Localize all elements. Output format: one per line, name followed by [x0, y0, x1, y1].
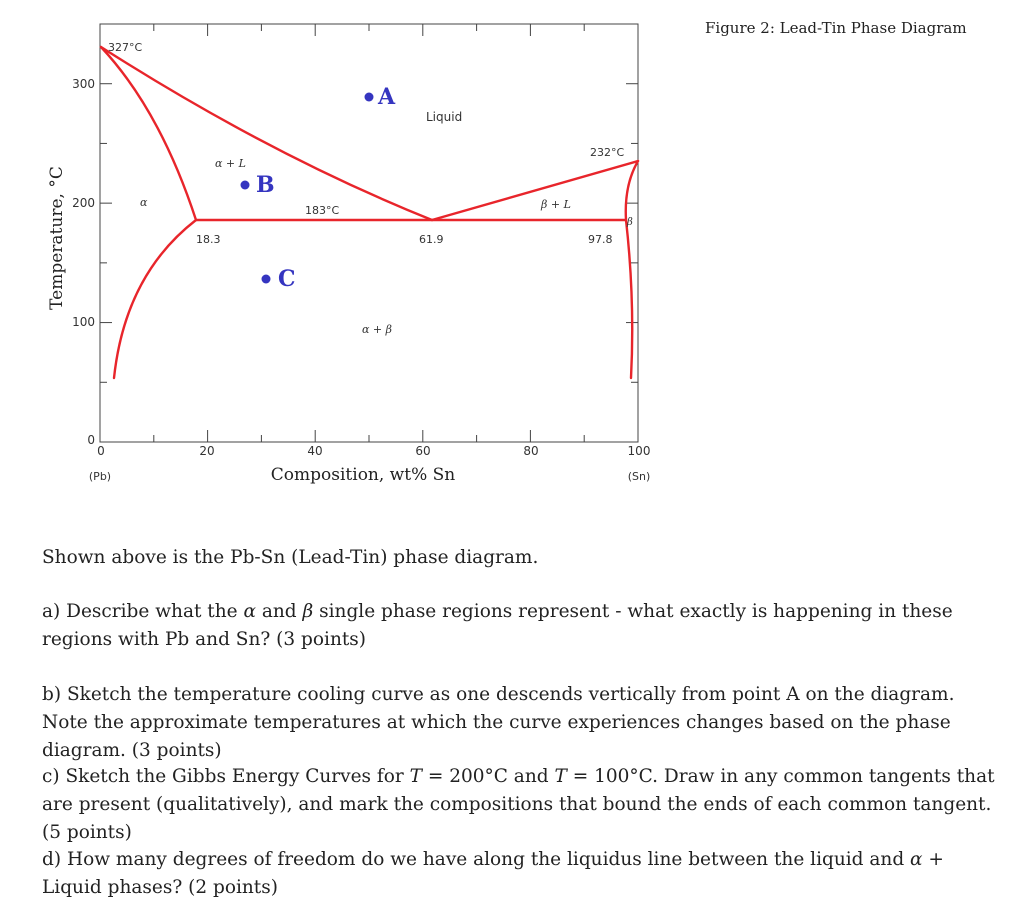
point-a-marker: [365, 93, 374, 102]
solvus-beta-line: [626, 220, 632, 378]
figure-caption: Figure 2: Lead-Tin Phase Diagram: [705, 19, 967, 37]
y-tick-100: 100: [72, 315, 95, 329]
question-d: d) How many degrees of freedom do we have along the liquidus line between the liquid and α + Liquid phases? (2 points): [42, 849, 944, 898]
point-b-label: B: [256, 172, 275, 198]
eutectic-comp-label: 61.9: [419, 233, 444, 246]
x-tick-20: 20: [199, 444, 215, 458]
eutectic-temp-label: 183°C: [305, 204, 340, 217]
melt-pb-label: 327°C: [108, 41, 143, 54]
solvus-alpha-line: [114, 220, 196, 378]
melt-sn-label: 232°C: [590, 146, 625, 159]
solidus-beta-line: [626, 161, 638, 220]
x-tick-100: 100: [627, 444, 651, 458]
liquid-region-label: Liquid: [426, 110, 463, 124]
solidus-alpha-line: [101, 47, 196, 220]
point-c-label: C: [278, 266, 296, 292]
alpha-region-label: α: [140, 196, 148, 209]
x-end-label-pb: (Pb): [88, 470, 112, 483]
intro-text: Shown above is the Pb-Sn (Lead-Tin) phase diagram.: [42, 547, 539, 568]
y-axis-label: Temperature, °C: [47, 166, 67, 310]
question-a: a) Describe what the α and β single phase regions represent - what exactly is happening in these regions with Pb and Sn? (3 points): [42, 601, 953, 650]
beta-limit-label: 97.8: [588, 233, 613, 246]
liquidus-beta-line: [432, 161, 638, 220]
alpha-limit-label: 18.3: [196, 233, 221, 246]
beta-liquid-region-label: β + L: [541, 198, 571, 211]
x-end-label-sn: (Sn): [627, 470, 651, 483]
x-tick-40: 40: [307, 444, 323, 458]
question-b: b) Sketch the temperature cooling curve as one descends vertically from point A on the diagram. Note the approximate temperatures at which the curve experiences changes based on the phase diagram. (3 points): [42, 684, 955, 761]
question-c: c) Sketch the Gibbs Energy Curves for T = 200°C and T = 100°C. Draw in any common tangents that are present (qualitatively), and mark the compositions that bound the ends of each common tangent. (5 points): [42, 766, 995, 843]
alpha-liquid-region-label: α + L: [215, 157, 246, 170]
x-tick-0: 0: [97, 444, 105, 458]
point-c-marker: [262, 275, 271, 284]
point-a-label: A: [378, 84, 396, 110]
beta-region-label: β: [627, 217, 633, 228]
x-tick-60: 60: [415, 444, 431, 458]
y-tick-200: 200: [72, 196, 95, 210]
x-axis-label: Composition, wt% Sn: [270, 465, 456, 485]
alpha-beta-region-label: α + β: [362, 323, 392, 336]
x-tick-80: 80: [523, 444, 539, 458]
y-tick-0: 0: [87, 433, 95, 447]
point-b-marker: [241, 181, 250, 190]
y-tick-300: 300: [72, 77, 95, 91]
